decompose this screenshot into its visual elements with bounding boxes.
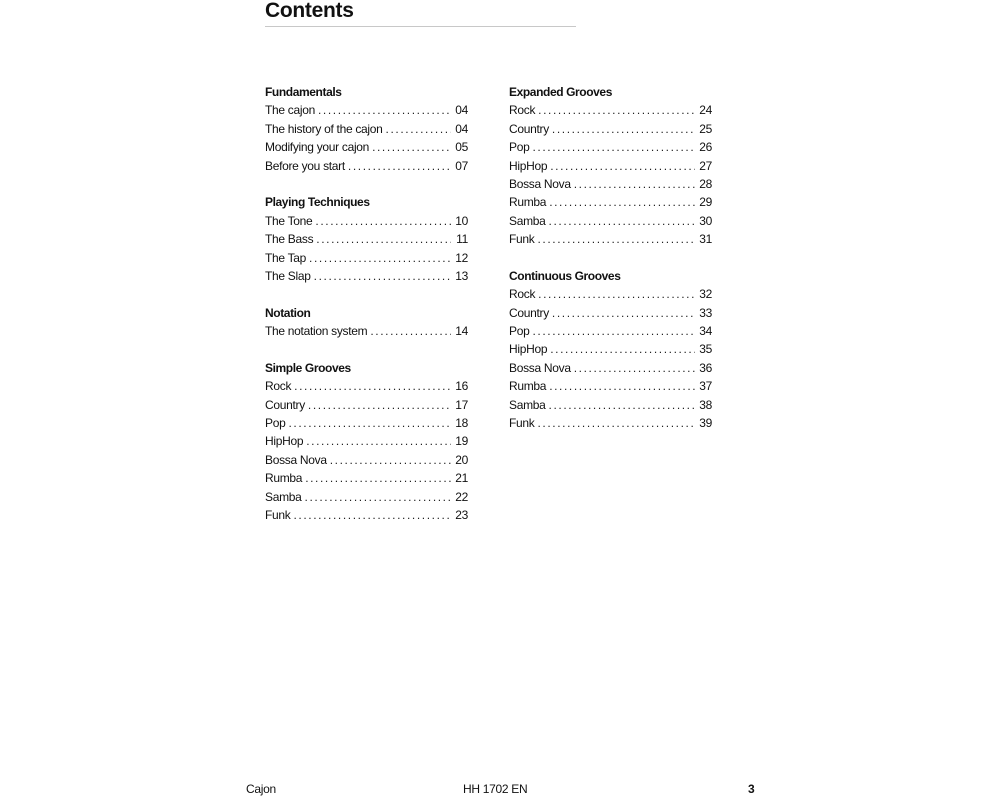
toc-section (265, 359, 468, 525)
toc-entry[interactable] (265, 377, 468, 395)
dot-leader (308, 396, 451, 414)
page-title: Contents (265, 0, 354, 22)
toc-entry[interactable] (509, 285, 712, 303)
dot-leader (549, 377, 695, 395)
entry-label: Pop (509, 324, 530, 339)
entry-label: The Tap (265, 250, 307, 265)
entry-page-number: 32 (699, 287, 712, 302)
entry-page-number: 04 (455, 103, 468, 118)
section-heading: Fundamentals (265, 85, 342, 99)
toc-right-column (509, 83, 712, 432)
dot-leader (370, 322, 451, 340)
entry-label: The history of the cajon (265, 121, 383, 136)
entry-page-number: 31 (699, 232, 712, 247)
entry-label: Rumba (509, 195, 547, 210)
entry-label: Bossa Nova (509, 360, 571, 375)
toc-entry[interactable] (265, 212, 468, 230)
toc-left-column (265, 83, 468, 524)
toc-entry[interactable] (265, 469, 468, 487)
entry-page-number: 12 (455, 250, 468, 265)
entry-label: Funk (509, 416, 535, 431)
toc-entry[interactable] (509, 175, 712, 193)
entry-page-number: 13 (455, 268, 468, 283)
entry-label: Samba (265, 489, 302, 504)
entry-page-number: 16 (455, 379, 468, 394)
dot-leader (293, 506, 451, 524)
entry-label: Samba (509, 397, 546, 412)
entry-page-number: 26 (699, 140, 712, 155)
entry-page-number: 24 (699, 103, 712, 118)
entry-page-number: 14 (455, 324, 468, 339)
dot-leader (305, 469, 451, 487)
dot-leader (330, 451, 451, 469)
dot-leader (288, 414, 451, 432)
toc-section (509, 83, 712, 249)
toc-entry[interactable] (265, 396, 468, 414)
dot-leader (549, 193, 695, 211)
entry-label: Modifying your cajon (265, 140, 370, 155)
toc-entry[interactable] (265, 414, 468, 432)
dot-leader (314, 267, 451, 285)
section-heading: Simple Grooves (265, 360, 351, 375)
dot-leader (550, 340, 695, 358)
entry-label: Pop (509, 140, 530, 155)
entry-page-number: 39 (699, 416, 712, 431)
toc-entry[interactable] (265, 101, 468, 119)
toc-entry[interactable] (265, 322, 468, 340)
section-heading: Continuous Grooves (509, 268, 621, 283)
entry-page-number: 23 (455, 507, 468, 522)
entry-label: HipHop (509, 342, 548, 357)
entry-page-number: 21 (455, 471, 468, 486)
toc-section (265, 304, 468, 341)
entry-label: Rumba (265, 471, 303, 486)
entry-page-number: 35 (699, 342, 712, 357)
dot-leader (552, 120, 695, 138)
entry-page-number: 11 (456, 232, 468, 247)
entry-page-number: 05 (455, 140, 468, 155)
dot-leader (294, 377, 451, 395)
dot-leader (315, 212, 451, 230)
dot-leader (538, 101, 695, 119)
toc-entry[interactable] (509, 340, 712, 358)
toc-entry[interactable] (509, 193, 712, 211)
toc-entry[interactable] (265, 488, 468, 506)
entry-label: Rock (509, 287, 536, 302)
entry-label: Rumba (509, 379, 547, 394)
toc-entry[interactable] (509, 157, 712, 175)
entry-page-number: 36 (699, 360, 712, 375)
dot-leader (550, 157, 695, 175)
dot-leader (574, 175, 695, 193)
toc-entry[interactable] (509, 138, 712, 156)
entry-label: Samba (509, 213, 546, 228)
toc-entry[interactable] (509, 120, 712, 138)
entry-page-number: 27 (699, 158, 712, 173)
entry-label: The Tone (265, 213, 313, 228)
entry-page-number: 20 (455, 452, 468, 467)
dot-leader (309, 249, 451, 267)
footer-catalog-number: HH 1702 EN (463, 782, 528, 796)
entry-page-number: 38 (699, 397, 712, 412)
entry-page-number: 30 (699, 213, 712, 228)
entry-page-number: 29 (699, 195, 712, 210)
dot-leader (538, 285, 695, 303)
entry-label: HipHop (265, 434, 304, 449)
entry-label: Before you start (265, 158, 345, 173)
entry-label: Pop (265, 416, 286, 431)
toc-entry[interactable] (509, 322, 712, 340)
toc-entry[interactable] (509, 377, 712, 395)
entry-page-number: 04 (455, 121, 468, 136)
dot-leader (305, 488, 451, 506)
section-heading: Expanded Grooves (509, 85, 612, 99)
dot-leader (549, 396, 695, 414)
entry-page-number: 28 (699, 176, 712, 191)
toc-entry[interactable] (265, 120, 468, 138)
toc-section (265, 193, 468, 285)
dot-leader (386, 120, 451, 138)
entry-page-number: 19 (455, 434, 468, 449)
entry-label: Country (509, 305, 549, 320)
toc-entry[interactable] (265, 230, 468, 248)
entry-label: Funk (265, 507, 291, 522)
toc-entry[interactable] (265, 157, 468, 175)
toc-entry[interactable] (509, 396, 712, 414)
toc-entry[interactable] (509, 304, 712, 322)
dot-leader (372, 138, 451, 156)
entry-label: Funk (509, 232, 535, 247)
entry-label: The Bass (265, 232, 314, 247)
dot-leader (537, 230, 695, 248)
dot-leader (316, 230, 451, 248)
entry-page-number: 37 (699, 379, 712, 394)
dot-leader (549, 212, 695, 230)
toc-entry[interactable] (265, 432, 468, 450)
toc-entry[interactable] (265, 138, 468, 156)
entry-page-number: 22 (455, 489, 468, 504)
entry-label: The Slap (265, 268, 311, 283)
title-divider (265, 26, 576, 27)
dot-leader (574, 359, 695, 377)
entry-label: Rock (265, 379, 292, 394)
toc-entry[interactable] (265, 506, 468, 524)
entry-page-number: 34 (699, 324, 712, 339)
entry-page-number: 33 (699, 305, 712, 320)
entry-page-number: 10 (455, 213, 468, 228)
entry-label: The notation system (265, 324, 368, 339)
toc-entry[interactable] (509, 414, 712, 432)
entry-label: Country (509, 121, 549, 136)
entry-label: Bossa Nova (509, 176, 571, 191)
toc-section (509, 267, 712, 433)
entry-page-number: 25 (699, 121, 712, 136)
dot-leader (306, 432, 451, 450)
section-heading: Notation (265, 305, 311, 320)
toc-entry[interactable] (509, 359, 712, 377)
toc-section (265, 83, 468, 175)
dot-leader (532, 322, 695, 340)
entry-label: HipHop (509, 158, 548, 173)
toc-entry[interactable] (509, 230, 712, 248)
entry-page-number: 17 (455, 397, 468, 412)
dot-leader (348, 157, 451, 175)
entry-page-number: 18 (455, 416, 468, 431)
footer-page-number: 3 (748, 782, 755, 796)
entry-label: Rock (509, 103, 536, 118)
entry-label: Bossa Nova (265, 452, 327, 467)
dot-leader (318, 101, 451, 119)
toc-entry[interactable] (265, 451, 468, 469)
toc-entry[interactable] (509, 101, 712, 119)
footer-book-title: Cajon (246, 782, 276, 796)
entry-label: Country (265, 397, 305, 412)
entry-page-number: 07 (455, 158, 468, 173)
section-heading: Playing Techniques (265, 195, 370, 210)
toc-entry[interactable] (509, 212, 712, 230)
toc-entry[interactable] (265, 249, 468, 267)
entry-label: The cajon (265, 103, 315, 118)
dot-leader (532, 138, 695, 156)
dot-leader (552, 304, 695, 322)
dot-leader (537, 414, 695, 432)
toc-entry[interactable] (265, 267, 468, 285)
